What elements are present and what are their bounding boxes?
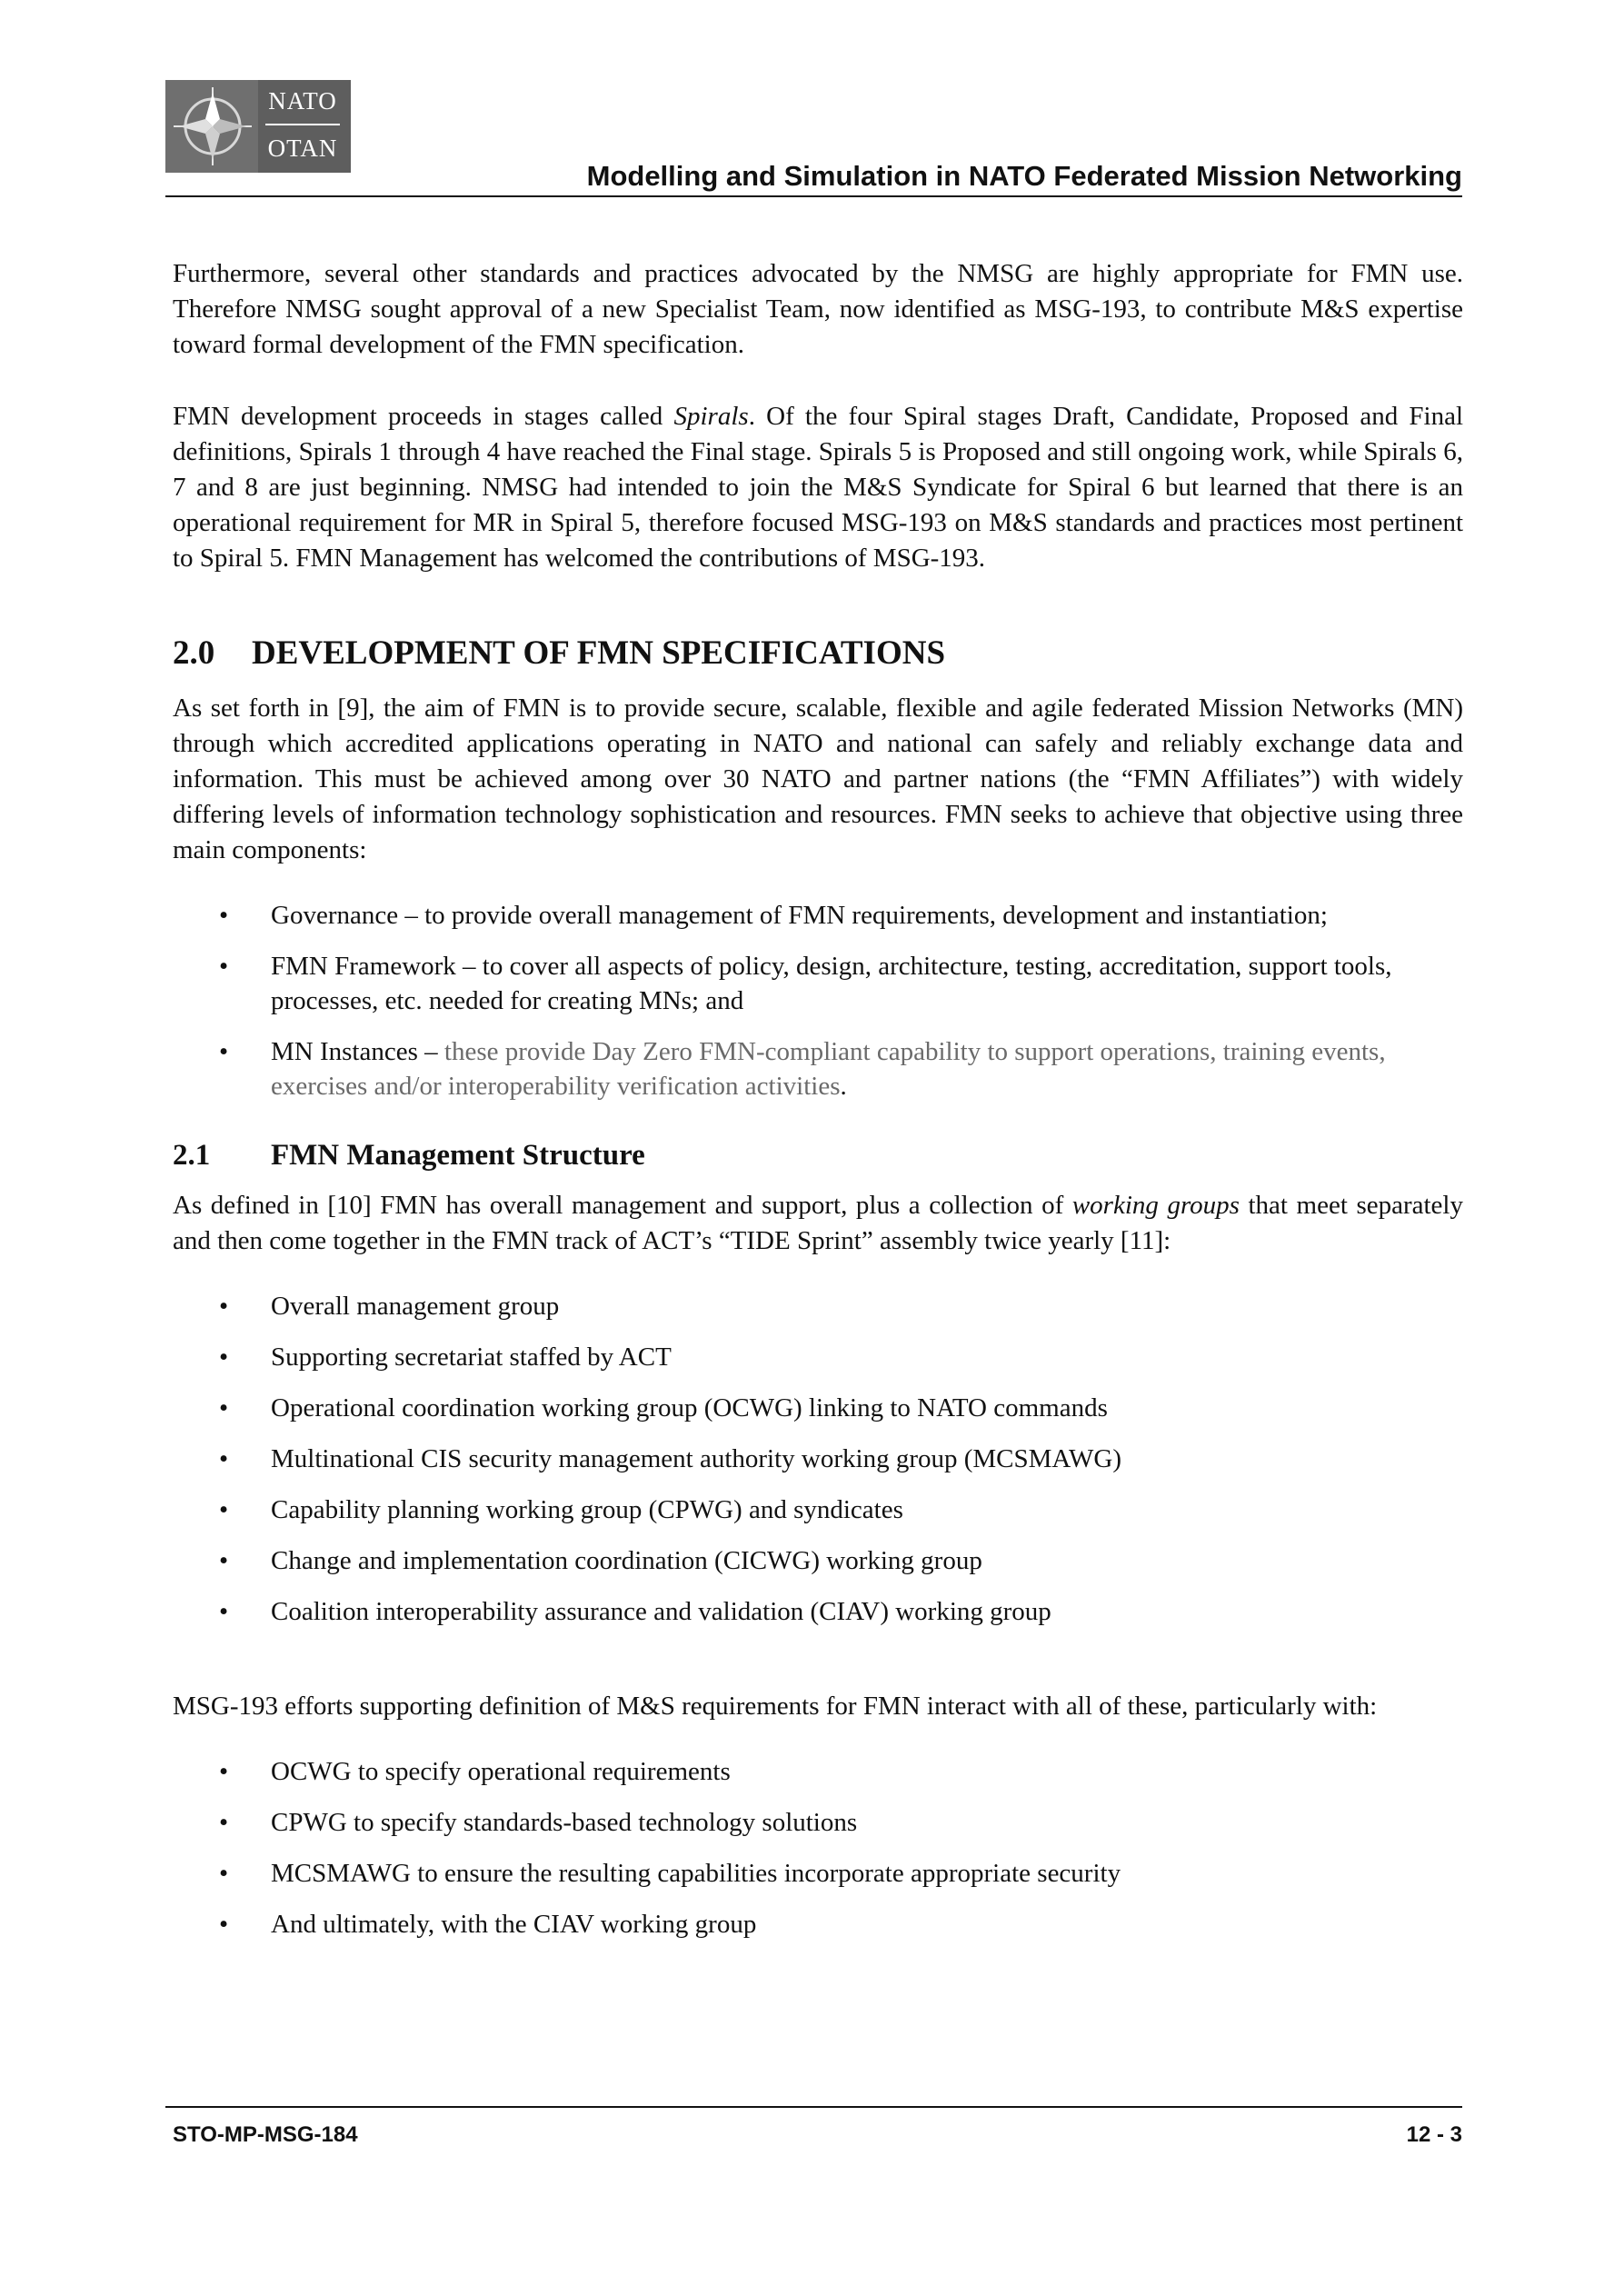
- list-item: [173, 949, 1463, 1018]
- bullet-icon: •: [219, 1597, 229, 1626]
- list-item: [173, 1543, 1463, 1578]
- section-title: DEVELOPMENT OF FMN SPECIFICATIONS: [252, 634, 946, 672]
- bullet-icon: •: [219, 1910, 229, 1939]
- list-item-text: And ultimately, with the CIAV working group: [271, 1910, 757, 1939]
- italic-term: working groups: [1071, 1191, 1240, 1220]
- bullet-icon: •: [219, 952, 229, 981]
- components-list: [173, 898, 1463, 1103]
- text-span: FMN development proceeds in stages called: [173, 402, 674, 431]
- list-item-text: Overall management group: [271, 1292, 560, 1321]
- italic-term: Spirals: [673, 402, 749, 431]
- list-item-text: MCSMAWG to ensure the resulting capabilities incorporate appropriate security: [271, 1859, 1121, 1888]
- nato-otan-logo: [165, 80, 351, 173]
- paragraph-spirals: [173, 399, 1463, 576]
- list-item-text: Coalition interoperability assurance and validation (CIAV) working group: [271, 1597, 1051, 1626]
- list-item-text: CPWG to specify standards-based technology solutions: [271, 1808, 858, 1837]
- bullet-icon: •: [219, 901, 229, 930]
- text-span: . Of the four Spiral stages Draft, Candidate, Proposed and Final definitions, Spirals 1 through 4 have reached the Final stage. Spirals 5 is Proposed and still ongoing work, while Spirals 6, 7 and 8 are just beginning. NMSG had intended to join the M&S Syndicate for Spiral 6 but learned that there is an operational requirement for MR in Spiral 5, therefore focused MSG-193 on M&S standards and practices most pertinent to Spiral 5. FMN Management has welcomed the contributions of MSG-193.: [173, 402, 1463, 573]
- subsection-number: 2.1: [173, 1139, 211, 1172]
- list-item: [173, 1856, 1463, 1891]
- list-item-text: Change and implementation coordination (CICWG) working group: [271, 1546, 982, 1575]
- list-item: [173, 1754, 1463, 1789]
- header-divider: [165, 195, 1462, 197]
- document-id: STO-MP-MSG-184: [173, 2122, 358, 2147]
- bullet-icon: •: [219, 1757, 229, 1786]
- list-item-text: Capability planning working group (CPWG) and syndicates: [271, 1495, 903, 1524]
- list-item-grey-text: these provide Day Zero FMN-compliant capability to support operations, training events, exercises and/or interoperability verification activities: [271, 1037, 1386, 1101]
- main-content: [173, 256, 1463, 1958]
- list-item: [173, 1805, 1463, 1840]
- paragraph-fmn-standards: Furthermore, several other standards and practices advocated by the NMSG are highly appropriate for FMN use. Therefore NMSG sought approval of a new Specialist Team, now identified as MSG-193, to contribute M&S expertise toward formal development of the FMN specification.: [173, 259, 1463, 359]
- list-item-text: Operational coordination working group (OCWG) linking to NATO commands: [271, 1393, 1108, 1423]
- list-item: [173, 898, 1463, 933]
- list-item: [173, 1340, 1463, 1374]
- list-item-text: Supporting secretariat staffed by ACT: [271, 1343, 672, 1372]
- list-item-text: Multinational CIS security management authority working group (MCSMAWG): [271, 1444, 1122, 1473]
- bullet-icon: •: [219, 1444, 229, 1473]
- footer-divider: [165, 2106, 1462, 2108]
- logo-nato-text: NATO: [268, 87, 337, 115]
- text-span: As defined in [10] FMN has overall management and support, plus a collection of: [173, 1191, 1072, 1220]
- list-item: [173, 1391, 1463, 1425]
- bullet-icon: •: [219, 1292, 229, 1321]
- list-item-text: Governance – to provide overall management of FMN requirements, development and instantiation;: [271, 901, 1328, 930]
- section-heading: [173, 634, 1463, 674]
- list-item: [173, 1594, 1463, 1629]
- interactions-list: [173, 1754, 1463, 1942]
- list-item: [173, 1442, 1463, 1476]
- page-number: 12 - 3: [1406, 2122, 1462, 2147]
- paragraph-fmn-aim: As set forth in [9], the aim of FMN is to provide secure, scalable, flexible and agile federated Mission Networks (MN) through which accredited applications operating in NATO and national can safely and reliably exchange data and information. This must be achieved among over 30 NATO and partner nations (the “FMN Affiliates”) with widely differing levels of information technology sophistication and resources. FMN seeks to achieve that objective using three main components:: [173, 694, 1463, 864]
- running-header-title: Modelling and Simulation in NATO Federated Mission Networking: [586, 160, 1462, 192]
- list-item-text: .: [840, 1072, 847, 1101]
- subsection-heading: [173, 1137, 1463, 1173]
- bullet-icon: •: [219, 1859, 229, 1888]
- logo-otan-text: OTAN: [267, 135, 338, 162]
- list-item: [173, 1034, 1463, 1103]
- subsection-title: FMN Management Structure: [271, 1139, 645, 1172]
- list-item-text: MN Instances –: [271, 1037, 444, 1066]
- bullet-icon: •: [219, 1037, 229, 1066]
- list-item-text: OCWG to specify operational requirements: [271, 1757, 731, 1786]
- working-groups-list: [173, 1289, 1463, 1629]
- logo-divider: [265, 124, 340, 125]
- bullet-icon: •: [219, 1343, 229, 1372]
- paragraph-management: [173, 1188, 1463, 1259]
- section-number: 2.0: [173, 634, 215, 672]
- list-item: [173, 1492, 1463, 1527]
- list-item: [173, 1289, 1463, 1323]
- bullet-icon: •: [219, 1546, 229, 1575]
- bullet-icon: •: [219, 1808, 229, 1837]
- text-span: that meet separately and then come together in the FMN track of ACT’s “TIDE Sprint” assembly twice yearly [11]:: [173, 1191, 1463, 1255]
- bullet-icon: •: [219, 1393, 229, 1423]
- list-item-text: FMN Framework – to cover all aspects of policy, design, architecture, testing, accreditation, support tools, processes, etc. needed for creating MNs; and: [271, 952, 1392, 1015]
- bullet-icon: •: [219, 1495, 229, 1524]
- list-item: [173, 1907, 1463, 1942]
- paragraph-msg193-interaction: MSG-193 efforts supporting definition of M&S requirements for FMN interact with all of these, particularly with:: [173, 1692, 1378, 1721]
